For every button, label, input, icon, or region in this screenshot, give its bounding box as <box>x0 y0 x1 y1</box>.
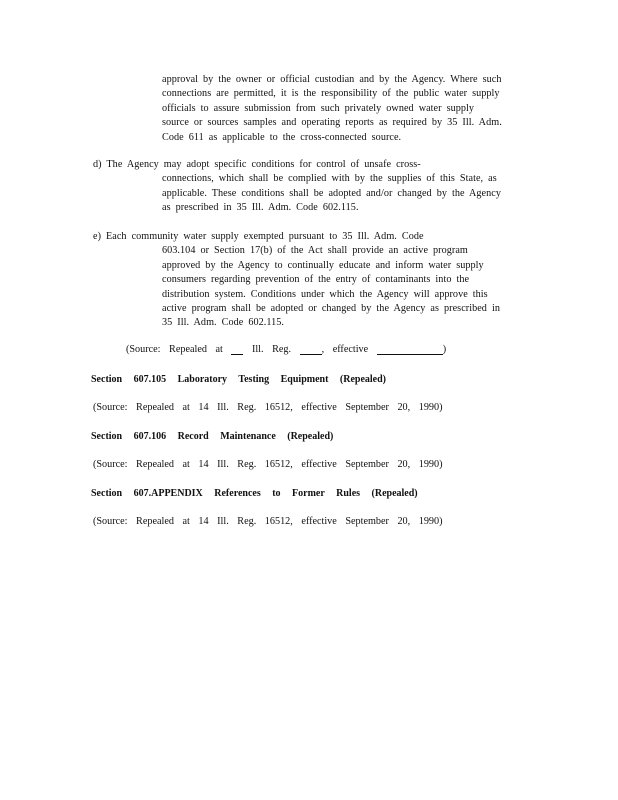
date-blank <box>377 344 443 355</box>
section-heading-607-106: Section 607.106 Record Maintenance (Repealed) <box>91 431 334 442</box>
page-blank <box>300 344 322 355</box>
paragraph-d <box>93 158 501 216</box>
source-mid: Ill. Reg. <box>251 344 292 355</box>
paragraph-line: approval by the owner or official custodian and by the Agency. Where such <box>162 74 502 85</box>
source-after: , effective <box>321 344 369 355</box>
source-prefix: (Source: Repealed at <box>126 344 223 355</box>
paragraph-e <box>93 230 500 331</box>
paragraph-line: approved by the Agency to continually educate and inform water supply <box>162 259 484 271</box>
paragraph-line: as prescribed in 35 Ill. Adm. Code 602.115. <box>162 202 359 214</box>
paragraph-c-continuation <box>91 73 502 145</box>
source-note-607-appendix: (Source: Repealed at 14 Ill. Reg. 16512, effective September 20, 1990) <box>93 516 443 527</box>
paragraph-line: source or sources samples and operating reports as required by 35 Ill. Adm. <box>162 117 502 129</box>
paragraph-line: active program shall be adopted or changed by the Agency as prescribed in <box>162 303 500 315</box>
paragraph-label-line: e) Each community water supply exempted pursuant to 35 Ill. Adm. Code <box>93 231 424 242</box>
paragraph-line: applicable. These conditions shall be adopted and/or changed by the Agency <box>162 187 501 199</box>
paragraph-line: consumers regarding prevention of the entry of contaminants into the <box>162 274 470 286</box>
paragraph-line: 35 Ill. Adm. Code 602.115. <box>162 317 285 329</box>
paragraph-line: Code 611 as applicable to the cross-connected source. <box>162 131 402 143</box>
source-end: ) <box>442 344 447 355</box>
source-note-current <box>126 344 446 355</box>
source-note-607-106: (Source: Repealed at 14 Ill. Reg. 16512, effective September 20, 1990) <box>93 459 443 470</box>
source-note-607-105: (Source: Repealed at 14 Ill. Reg. 16512, effective September 20, 1990) <box>93 402 443 413</box>
paragraph-line: 603.104 or Section 17(b) of the Act shall provide an active program <box>162 245 468 257</box>
section-heading-607-appendix: Section 607.APPENDIX References to Former Rules (Repealed) <box>91 488 418 499</box>
paragraph-line: connections are permitted, it is the responsibility of the public water supply <box>162 88 500 100</box>
volume-blank <box>231 344 243 355</box>
section-heading-607-105: Section 607.105 Laboratory Testing Equipment (Repealed) <box>91 374 387 385</box>
paragraph-line: officials to assure submission from such privately owned water supply <box>162 102 475 114</box>
paragraph-line: connections, which shall be complied with by the supplies of this State, as <box>162 173 497 185</box>
paragraph-line: distribution system. Conditions under which the Agency will approve this <box>162 288 488 300</box>
paragraph-label-line: d) The Agency may adopt specific conditions for control of unsafe cross- <box>93 159 421 170</box>
